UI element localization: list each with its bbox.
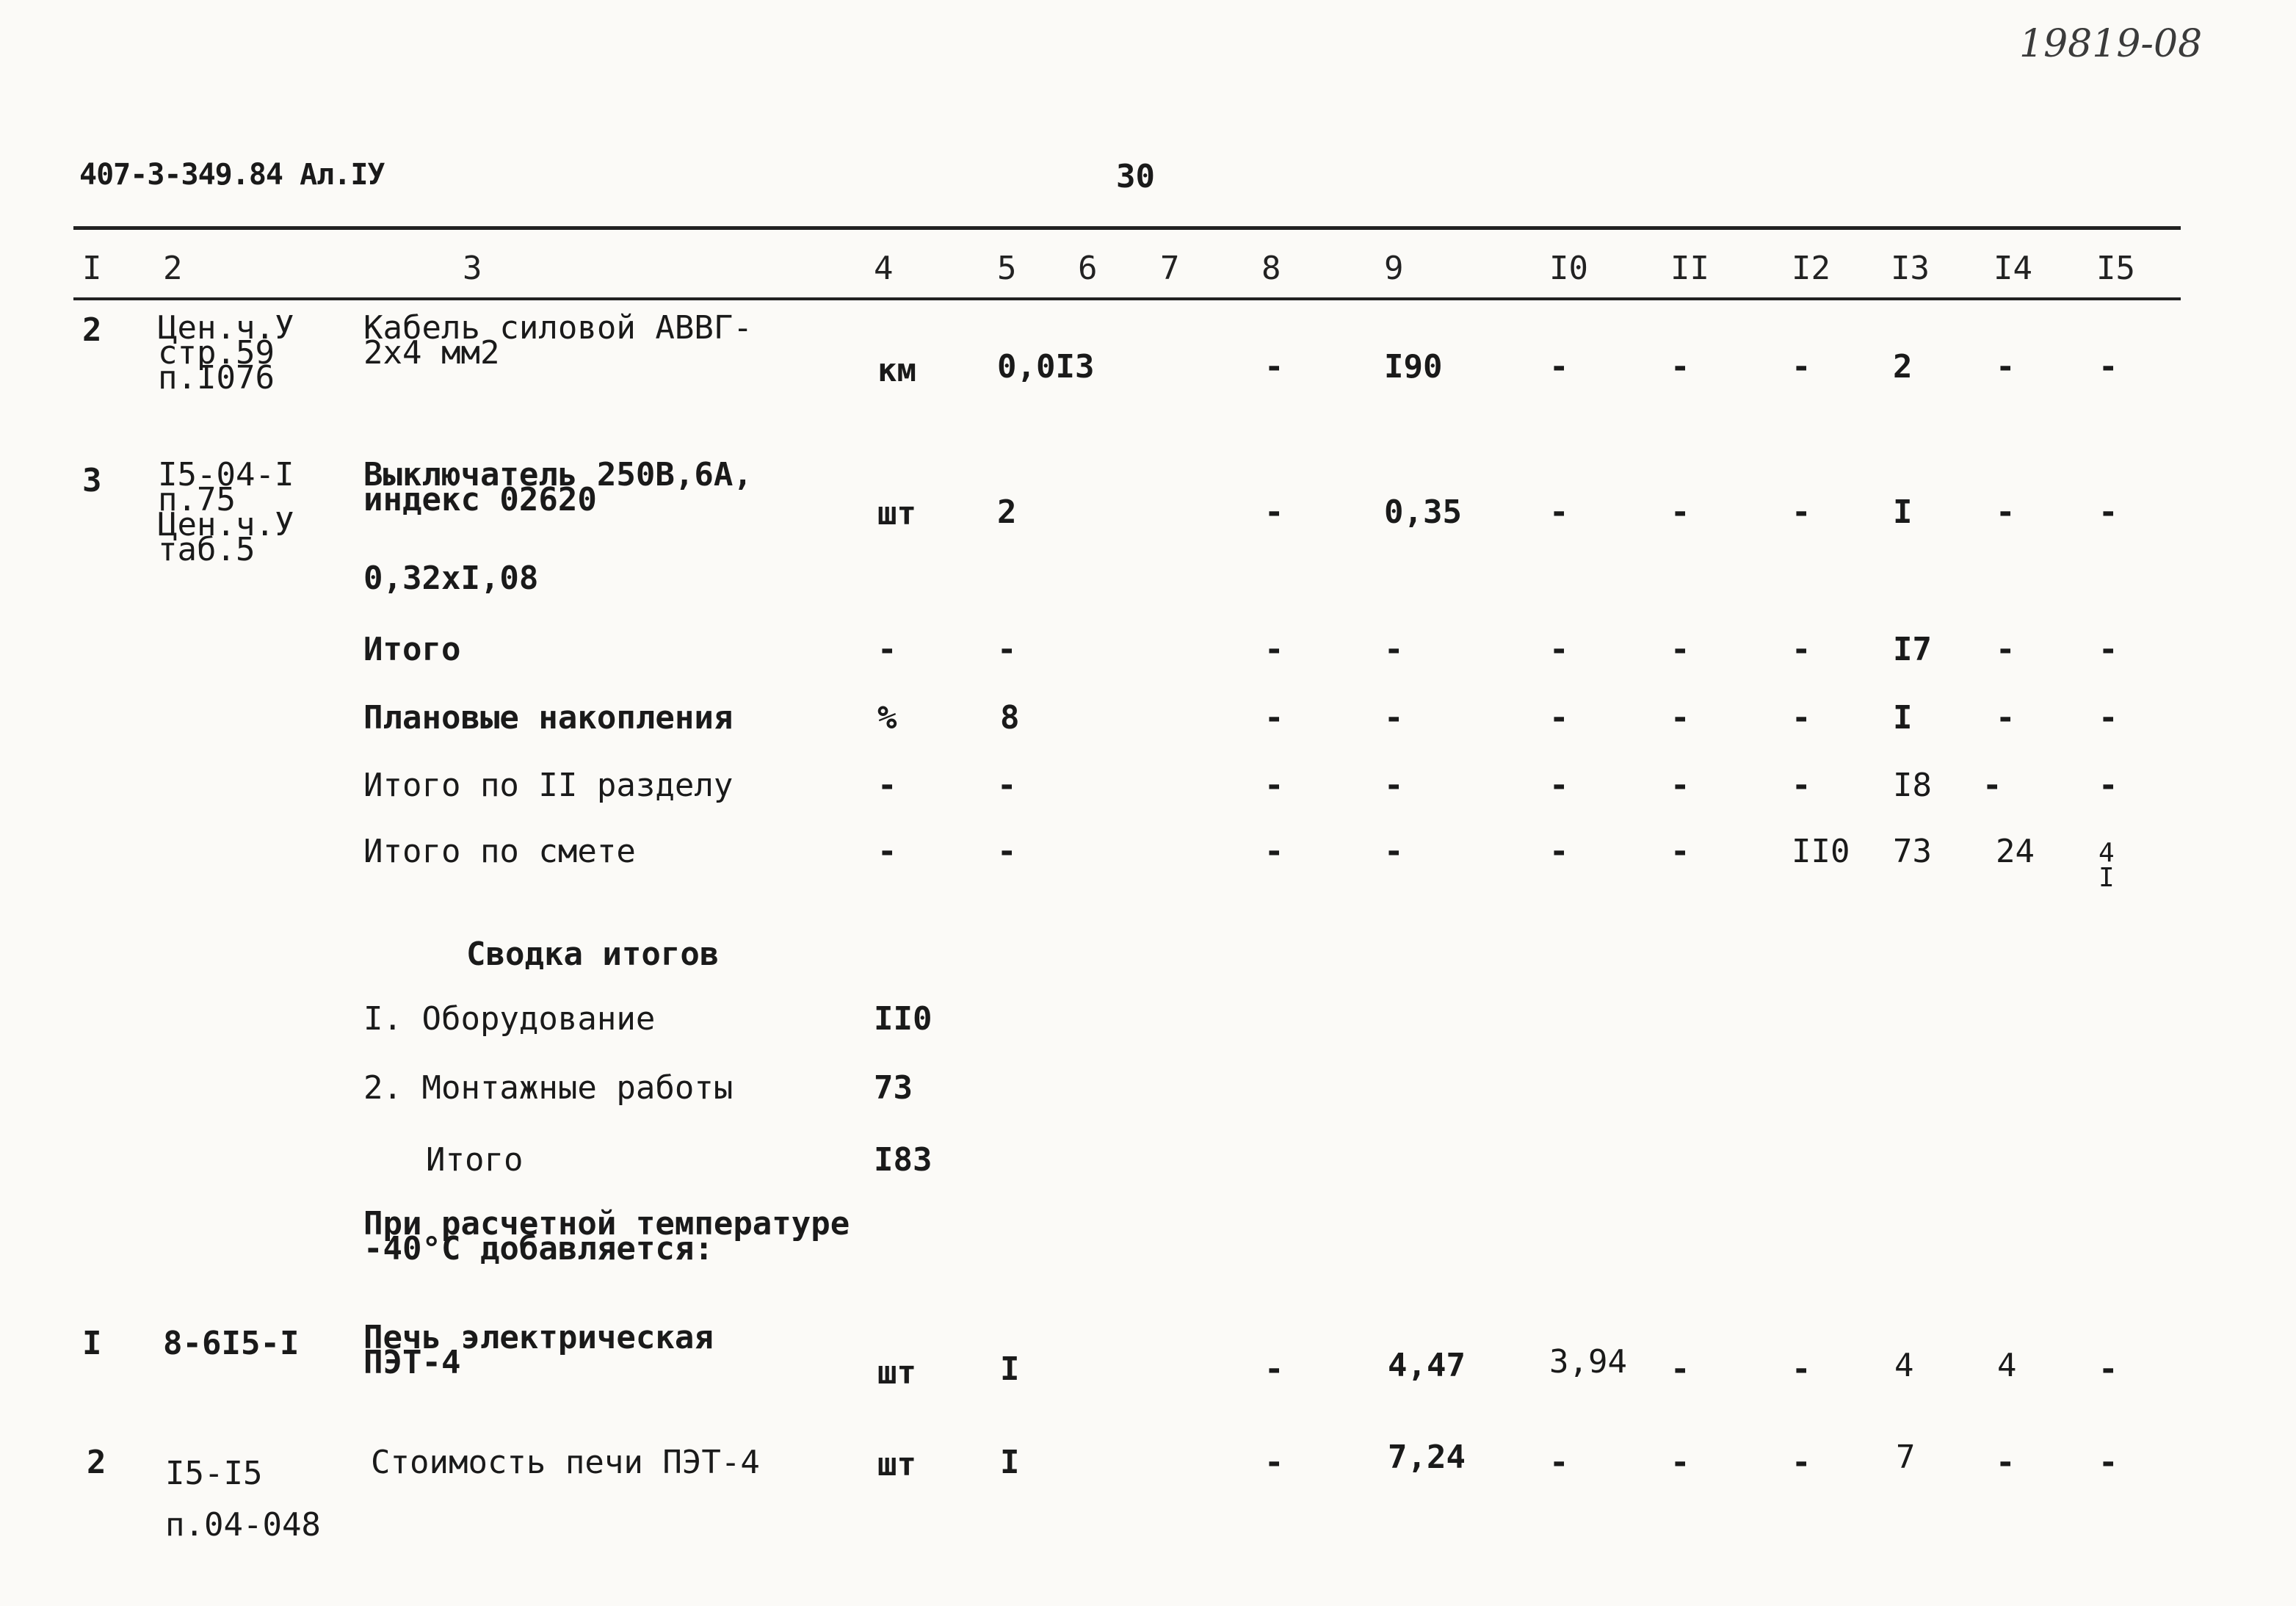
cell-c5: - xyxy=(997,833,1017,870)
cell-c3: Кабель силовой АВВГ- 2х4 мм2 xyxy=(363,309,753,372)
cell-c9: - xyxy=(1384,767,1404,804)
cell-c2: I5-04-I п.75 Цен.ч.У таб.5 xyxy=(158,456,294,568)
colnum-1: I xyxy=(82,250,102,287)
cell-c13: I7 xyxy=(1893,631,1932,668)
cell-c13: I xyxy=(1893,493,1913,531)
cell-c3: Печь электрическая ПЭТ-4 xyxy=(363,1319,714,1381)
cell-c11: - xyxy=(1670,833,1690,870)
coefficient-line: 0,32хI,08 xyxy=(363,560,539,597)
cell-c15: - xyxy=(2098,1350,2118,1388)
cell-c15: 4 I xyxy=(2098,838,2115,893)
cell-c10: - xyxy=(1549,699,1569,737)
cell-c12: - xyxy=(1792,699,1811,737)
cell-c3: Итого по II разделу xyxy=(363,767,734,804)
cell-c1: 2 xyxy=(82,311,102,349)
cell-c14: 24 xyxy=(1996,833,2035,870)
summary-heading: Сводка итогов xyxy=(466,936,720,973)
cell-c11: - xyxy=(1670,1350,1690,1388)
cell-c8: - xyxy=(1264,699,1284,737)
summary-line-value: II0 xyxy=(874,1000,932,1038)
cell-c10: - xyxy=(1549,1444,1569,1481)
cell-c2: Цен.ч.У стр.59 п.I076 xyxy=(158,309,294,397)
colnum-9: 9 xyxy=(1384,250,1404,287)
cell-c13: 2 xyxy=(1893,348,1913,386)
cell-c4: шт xyxy=(877,1446,916,1483)
cell-c13: I xyxy=(1893,699,1913,737)
document-code: 407-3-349.84 Ал.IУ xyxy=(79,158,385,192)
cell-c8: - xyxy=(1264,833,1284,870)
cell-c15: - xyxy=(2098,348,2118,386)
cell-c3: Итого по смете xyxy=(363,833,636,870)
summary-line-value: 73 xyxy=(874,1069,913,1107)
cell-c3: Выключатель 250В,6А, индекс 02620 xyxy=(363,456,753,518)
cell-c11: - xyxy=(1670,767,1690,804)
cell-c12: - xyxy=(1792,1350,1811,1388)
cell-c3: Плановые накопления xyxy=(363,699,734,737)
cell-c12: - xyxy=(1792,767,1811,804)
colnum-15: I5 xyxy=(2096,250,2135,287)
cell-c10: - xyxy=(1549,631,1569,668)
cell-c5: - xyxy=(997,767,1017,804)
cell-c11: - xyxy=(1670,1444,1690,1481)
cell-c14: - xyxy=(1996,493,2016,531)
cell-c9: - xyxy=(1384,631,1404,668)
cell-c5: I xyxy=(1000,1444,1020,1481)
cell-c11: - xyxy=(1670,631,1690,668)
cell-c5: I xyxy=(1000,1350,1020,1388)
cell-c14: - xyxy=(1982,767,2002,804)
cell-c13: I8 xyxy=(1893,767,1932,804)
cell-c10: 3,94 xyxy=(1549,1343,1627,1381)
colnum-13: I3 xyxy=(1891,250,1930,287)
cell-c4: - xyxy=(877,631,897,668)
cell-c12: II0 xyxy=(1792,833,1850,870)
cell-c5: - xyxy=(997,631,1017,668)
cell-c5: 8 xyxy=(1000,699,1020,737)
cell-c14: - xyxy=(1996,348,2016,386)
cell-c9: 7,24 xyxy=(1388,1439,1466,1476)
cell-c14: - xyxy=(1996,699,2016,737)
colnum-4: 4 xyxy=(874,250,894,287)
colnum-14: I4 xyxy=(1993,250,2032,287)
cell-c9: - xyxy=(1384,699,1404,737)
cell-c15: - xyxy=(2098,1444,2118,1481)
cell-c8: - xyxy=(1264,631,1284,668)
cell-c15: - xyxy=(2098,631,2118,668)
cell-c11: - xyxy=(1670,493,1690,531)
cell-c1: 2 xyxy=(87,1444,106,1481)
colnum-5: 5 xyxy=(997,250,1017,287)
summary-line-label: 2. Монтажные работы xyxy=(363,1069,734,1107)
cell-c15: - xyxy=(2098,767,2118,804)
cell-c11: - xyxy=(1670,348,1690,386)
cell-c15: - xyxy=(2098,699,2118,737)
cell-c10: - xyxy=(1549,767,1569,804)
cell-c12: - xyxy=(1792,348,1811,386)
cell-c1: I xyxy=(82,1325,102,1362)
colnum-6: 6 xyxy=(1078,250,1098,287)
cell-c4: шт xyxy=(877,495,916,532)
archive-stamp: 19819-08 xyxy=(2019,22,2203,66)
cell-c15: - xyxy=(2098,493,2118,531)
summary-line-label: Итого xyxy=(426,1141,524,1179)
cell-c8: - xyxy=(1264,493,1284,531)
summary-line-value: I83 xyxy=(874,1141,932,1179)
cell-c12: - xyxy=(1792,1444,1811,1481)
colnum-12: I2 xyxy=(1792,250,1830,287)
cell-c13: 4 xyxy=(1894,1347,1914,1384)
cell-c9: - xyxy=(1384,833,1404,870)
cell-c3: Итого xyxy=(363,631,461,668)
table-top-rule xyxy=(73,226,2181,230)
colnum-8: 8 xyxy=(1261,250,1281,287)
cell-c2: I5-I5 п.04-048 xyxy=(165,1455,321,1544)
cell-c8: - xyxy=(1264,1444,1284,1481)
cell-c4: шт xyxy=(877,1354,916,1392)
cell-c10: - xyxy=(1549,833,1569,870)
cell-c14: - xyxy=(1996,1444,2016,1481)
cell-c11: - xyxy=(1670,699,1690,737)
cell-c2: 8-6I5-I xyxy=(163,1325,300,1362)
cell-c10: - xyxy=(1549,348,1569,386)
cell-c1: 3 xyxy=(82,462,102,499)
colnum-7: 7 xyxy=(1160,250,1180,287)
cell-c4: - xyxy=(877,767,897,804)
cell-c13: 7 xyxy=(1896,1439,1916,1476)
cell-c9: I90 xyxy=(1384,348,1443,386)
cell-c14: 4 xyxy=(1997,1347,2017,1384)
cell-c8: - xyxy=(1264,767,1284,804)
cell-c4: % xyxy=(877,699,897,737)
cell-c12: - xyxy=(1792,631,1811,668)
cell-c14: - xyxy=(1996,631,2016,668)
colnum-11: II xyxy=(1670,250,1709,287)
colnum-3: 3 xyxy=(463,250,482,287)
colnum-10: I0 xyxy=(1549,250,1588,287)
cell-c10: - xyxy=(1549,493,1569,531)
cell-c13: 73 xyxy=(1893,833,1932,870)
cell-c5: 2 xyxy=(997,493,1017,531)
summary-note: При расчетной температуре -40°С добавляется: xyxy=(363,1205,850,1267)
cell-c5: 0,0I3 xyxy=(997,348,1095,386)
cell-c8: - xyxy=(1264,1350,1284,1388)
cell-c12: - xyxy=(1792,493,1811,531)
cell-c4: км xyxy=(877,352,916,389)
cell-c8: - xyxy=(1264,348,1284,386)
cell-c9: 0,35 xyxy=(1384,493,1462,531)
cell-c9: 4,47 xyxy=(1388,1347,1466,1384)
header-bottom-rule xyxy=(73,297,2181,300)
cell-c3: Стоимость печи ПЭТ-4 xyxy=(371,1444,760,1481)
summary-line-label: I. Оборудование xyxy=(363,1000,656,1038)
colnum-2: 2 xyxy=(163,250,183,287)
cell-c4: - xyxy=(877,833,897,870)
page-number: 30 xyxy=(1116,158,1155,195)
